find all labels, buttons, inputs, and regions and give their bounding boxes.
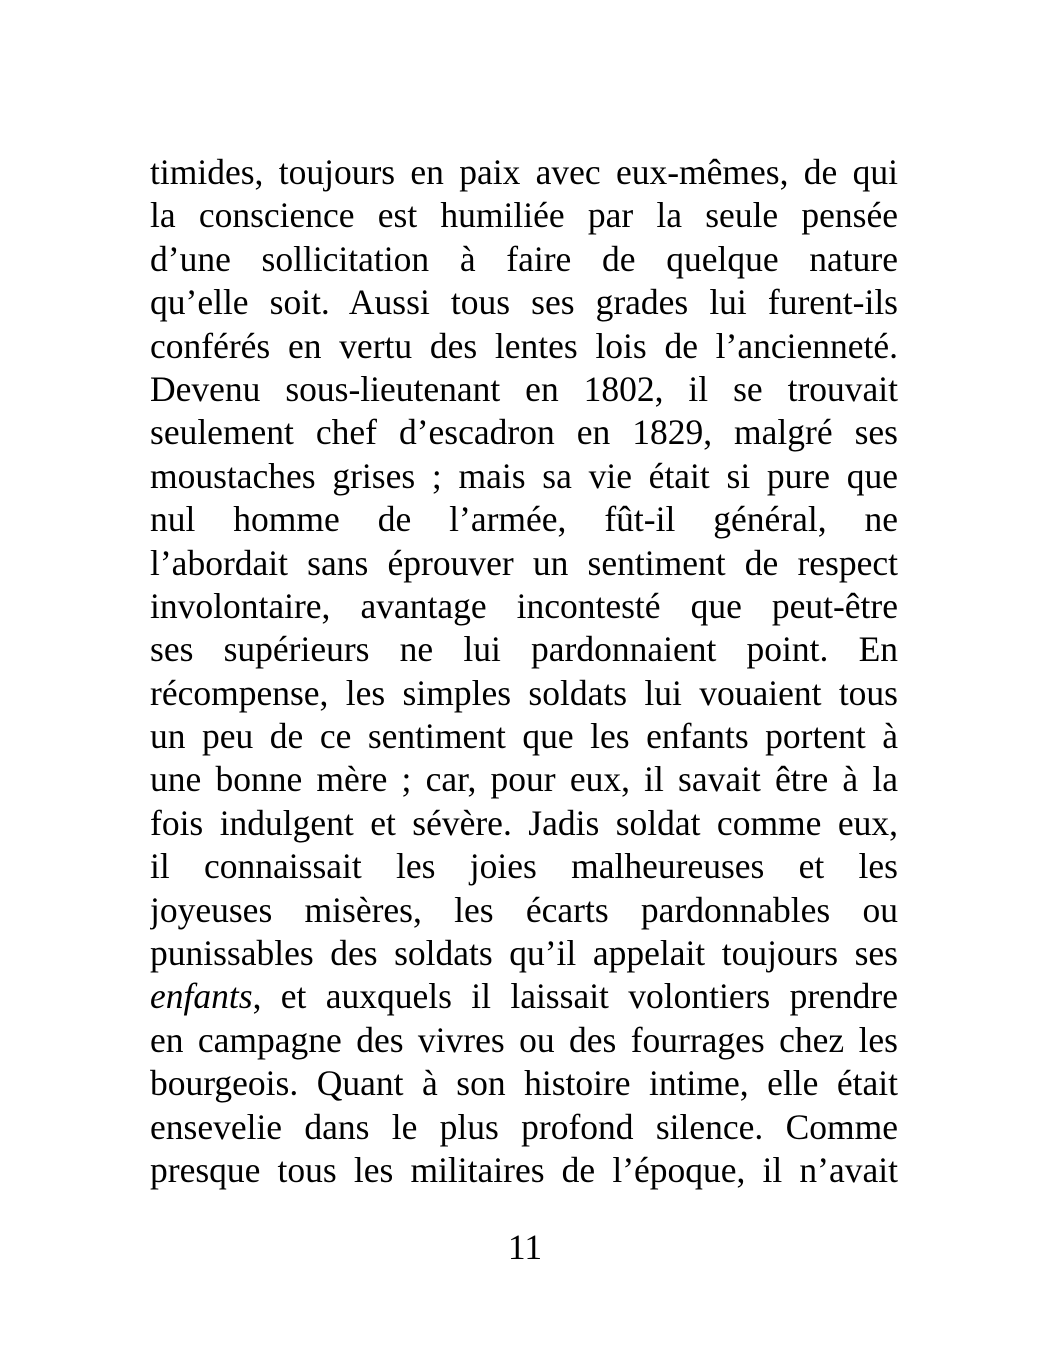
text-line: involontaire, avantage incontesté que peut-être	[150, 585, 898, 626]
text-line: seulement chef d’escadron en 1829, malgré ses	[150, 412, 898, 453]
text-line: une bonne mère ; car, pour eux, il savait être à la	[150, 759, 898, 800]
text-line: timides, toujours en paix avec eux-mêmes, de qui	[150, 152, 898, 192]
text-line: d’une sollicitation à faire de quelque nature	[150, 238, 898, 279]
text-line-with-italic	[150, 975, 898, 1018]
text-line: punissables des soldats qu’il appelait toujours ses	[150, 933, 898, 974]
text-line: récompense, les simples soldats lui vouaient tous	[150, 672, 898, 713]
text-line: un peu de ce sentiment que les enfants portent à	[150, 716, 898, 757]
page-number: 11	[507, 1227, 543, 1267]
text-line: la conscience est humiliée par la seule pensée	[150, 195, 898, 236]
text-line: en campagne des vivres ou des fourrages chez les	[150, 1019, 898, 1060]
text-line: conférés en vertu des lentes lois de l’ancienneté.	[150, 325, 898, 366]
text-line: joyeuses misères, les écarts pardonnables ou	[150, 889, 898, 930]
text-line: Devenu sous-lieutenant en 1802, il se trouvait	[150, 368, 898, 409]
text-line: l’abordait sans éprouver un sentiment de respect	[150, 542, 898, 583]
text-line: il connaissait les joies malheureuses et les	[150, 846, 898, 887]
text-line: ensevelie dans le plus profond silence. Comme	[150, 1106, 898, 1147]
italic-word: enfants	[150, 976, 253, 1017]
body-text	[150, 151, 898, 1192]
text-line: nul homme de l’armée, fût-il général, ne	[150, 499, 898, 540]
text-line-rest: , et auxquels il laissait volontiers prendre	[252, 976, 898, 1017]
text-line: bourgeois. Quant à son histoire intime, elle était	[150, 1063, 898, 1104]
text-line: fois indulgent et sévère. Jadis soldat comme eux,	[150, 802, 898, 843]
text-line: ses supérieurs ne lui pardonnaient point. En	[150, 629, 898, 670]
text-line: presque tous les militaires de l’époque, il n’avait	[150, 1149, 898, 1190]
text-line: qu’elle soit. Aussi tous ses grades lui furent-ils	[150, 282, 898, 323]
text-line: moustaches grises ; mais sa vie était si pure que	[150, 455, 898, 496]
